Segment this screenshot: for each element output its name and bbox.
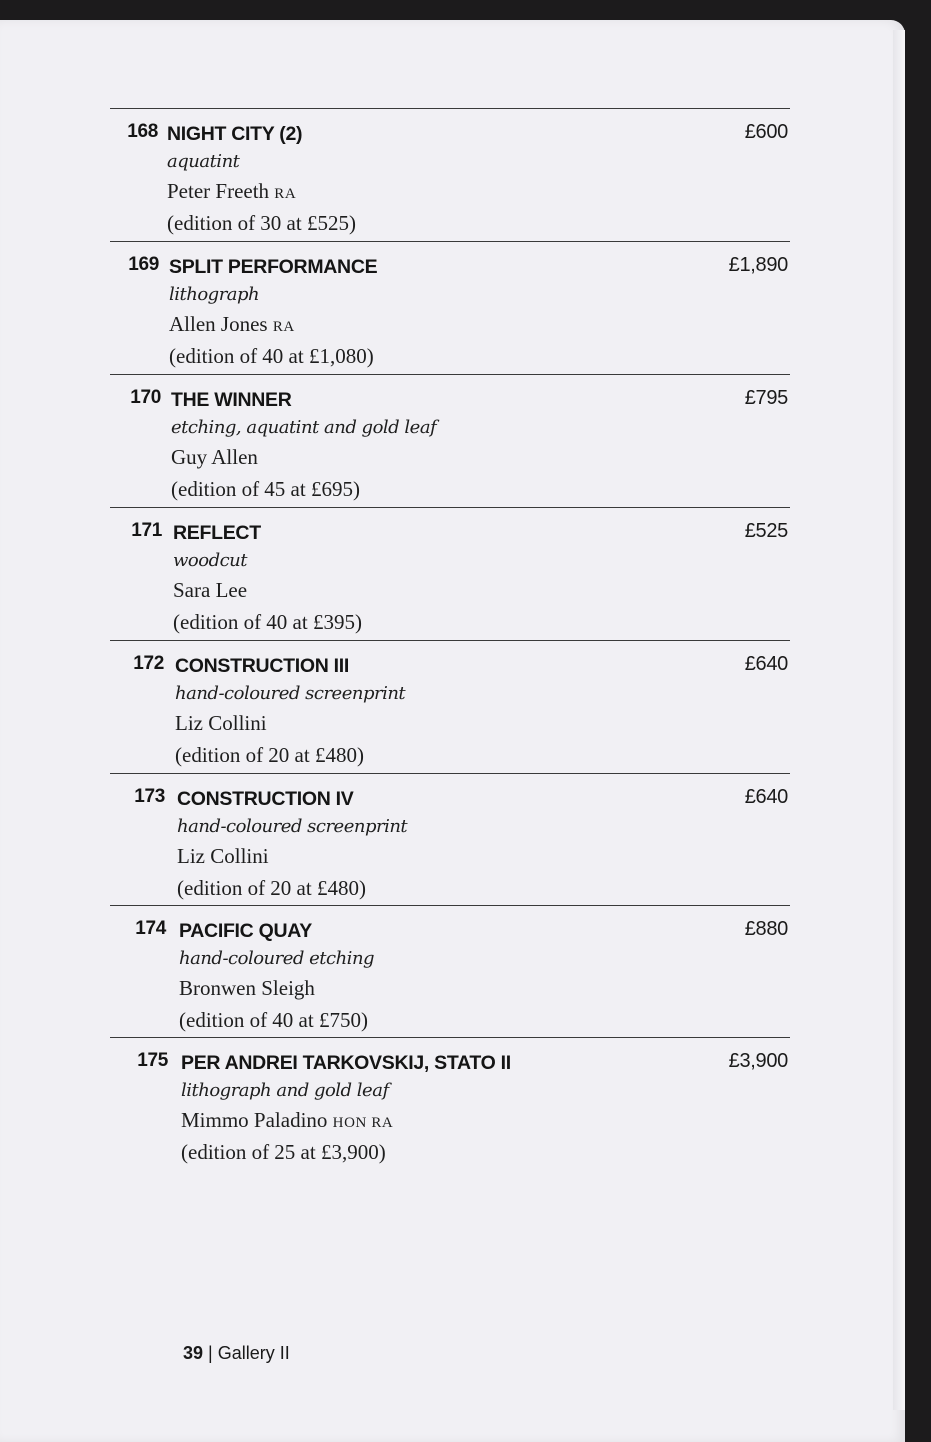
entry-edition: (edition of 40 at £1,080) <box>169 344 374 368</box>
entry-title: REFLECT <box>173 522 261 544</box>
entry-edition: (edition of 40 at £395) <box>173 610 362 634</box>
artist-suffix: HON RA <box>332 1115 394 1131</box>
entry-title: CONSTRUCTION IV <box>177 788 354 810</box>
entry-title: PACIFIC QUAY <box>179 920 312 942</box>
page-edge <box>893 30 905 1410</box>
artist-name: Guy Allen <box>171 445 258 469</box>
entry-title: PER ANDREI TARKOVSKIJ, STATO II <box>181 1052 511 1074</box>
entry-artist <box>179 974 374 1006</box>
catalogue-entry-175 <box>110 1037 790 1177</box>
entry-edition: (edition of 30 at £525) <box>167 211 356 235</box>
entry-title: NIGHT CITY (2) <box>167 123 303 145</box>
entry-price: £3,900 <box>728 1050 788 1072</box>
entry-details <box>175 653 405 770</box>
catalogue-entry-172 <box>110 640 790 773</box>
entry-price: £640 <box>744 786 788 808</box>
artist-suffix: RA <box>274 186 297 202</box>
entry-medium: etching, aquatint and gold leaf <box>171 417 437 438</box>
artist-name: Liz Collini <box>177 844 269 868</box>
entry-medium: hand-coloured screenprint <box>175 683 406 704</box>
entry-details <box>179 918 374 1035</box>
entry-title: SPLIT PERFORMANCE <box>169 256 378 278</box>
entry-details <box>177 786 407 903</box>
entry-medium: hand-coloured etching <box>179 948 375 969</box>
catalogue-entry-174 <box>110 905 790 1037</box>
entry-number: 168 <box>127 121 158 142</box>
catalogue-entry-169 <box>110 241 790 374</box>
entry-price: £1,890 <box>728 254 788 276</box>
entry-artist <box>169 310 377 342</box>
entry-price: £600 <box>744 121 788 143</box>
entry-number: 170 <box>130 387 161 408</box>
catalogue-list <box>110 108 790 1177</box>
entry-number: 172 <box>133 653 164 674</box>
entry-medium: woodcut <box>173 550 248 571</box>
entry-title: THE WINNER <box>171 389 292 411</box>
entry-edition: (edition of 20 at £480) <box>175 743 364 767</box>
entry-price: £525 <box>744 520 788 542</box>
entry-artist <box>181 1106 511 1138</box>
catalogue-entry-168 <box>110 108 790 241</box>
artist-name: Peter Freeth <box>167 179 270 203</box>
entry-edition: (edition of 40 at £750) <box>179 1008 368 1032</box>
catalogue-entry-173 <box>110 773 790 905</box>
artist-name: Bronwen Sleigh <box>179 976 315 1000</box>
entry-number: 175 <box>137 1050 168 1071</box>
artist-name: Mimmo Paladino <box>181 1108 328 1132</box>
artist-name: Sara Lee <box>173 578 248 602</box>
entry-details <box>181 1050 511 1167</box>
entry-medium: lithograph and gold leaf <box>181 1080 389 1101</box>
entry-artist <box>167 177 356 209</box>
entry-edition: (edition of 45 at £695) <box>171 477 360 501</box>
entry-artist <box>171 443 436 475</box>
entry-title: CONSTRUCTION III <box>175 655 349 677</box>
page-number: 39 <box>183 1343 204 1363</box>
entry-artist <box>177 842 407 874</box>
entry-details <box>173 520 362 637</box>
entry-details <box>171 387 436 504</box>
entry-number: 173 <box>134 786 165 807</box>
footer-separator: | <box>208 1343 213 1363</box>
entry-details <box>169 254 377 371</box>
entry-number: 169 <box>128 254 159 275</box>
catalogue-entry-170 <box>110 374 790 507</box>
page-footer <box>183 1343 290 1364</box>
entry-number: 174 <box>135 918 166 939</box>
entry-edition: (edition of 25 at £3,900) <box>181 1140 386 1164</box>
entry-medium: aquatint <box>167 151 240 172</box>
entry-number: 171 <box>131 520 162 541</box>
entry-details <box>167 121 356 238</box>
artist-name: Liz Collini <box>175 711 267 735</box>
artist-name: Allen Jones <box>169 312 268 336</box>
entry-artist <box>173 576 362 608</box>
artist-suffix: RA <box>272 319 295 335</box>
catalogue-entry-171 <box>110 507 790 640</box>
entry-medium: hand-coloured screenprint <box>177 816 408 837</box>
entry-price: £795 <box>744 387 788 409</box>
entry-medium: lithograph <box>169 284 260 305</box>
section-name: Gallery II <box>217 1343 290 1363</box>
entry-edition: (edition of 20 at £480) <box>177 876 366 900</box>
entry-price: £640 <box>744 653 788 675</box>
entry-artist <box>175 709 405 741</box>
entry-price: £880 <box>744 918 788 940</box>
